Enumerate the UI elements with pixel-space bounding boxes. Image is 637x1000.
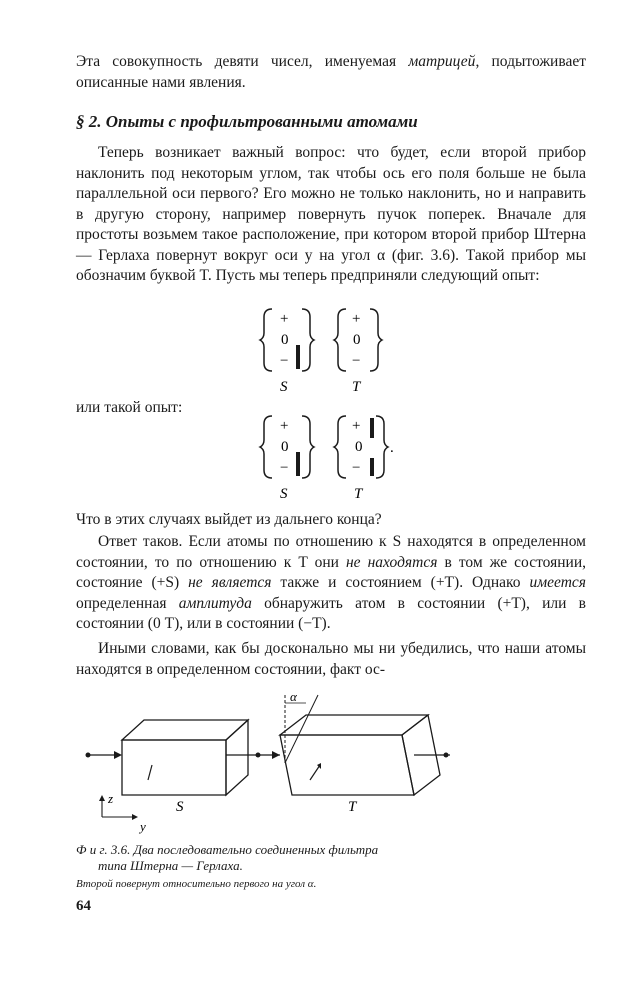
intro-text-a: Эта совокупность девяти чисел, именуемая (76, 53, 409, 70)
matrix2-s-zero: 0 (281, 439, 289, 455)
page-number: 64 (76, 898, 91, 914)
intro-paragraph (76, 52, 586, 93)
matrix1-s-plus: + (280, 311, 289, 327)
matrix1-t-zero: 0 (353, 332, 361, 348)
angle-alpha: α (290, 689, 297, 704)
or-text: или такой опыт: (76, 399, 183, 416)
matrix2-t-bar-bottom (370, 458, 374, 476)
matrix1-s-minus: − (280, 353, 289, 369)
intro-term: матрицей (408, 53, 476, 70)
matrix2-t-bar-top (370, 418, 374, 438)
matrix1-t-minus: − (352, 353, 361, 369)
figure-label-s: S (176, 799, 184, 815)
matrix1-s-zero: 0 (281, 332, 289, 348)
box-s (122, 720, 248, 795)
matrix2-s-bar (296, 452, 300, 476)
matrix1-label-s: S (280, 379, 288, 395)
section-heading: § 2. Опыты с профильтрованными атомами (76, 112, 418, 131)
caption-line-1: Ф и г. 3.6. Два последовательно соединенных фильтра (76, 842, 379, 857)
matrix1-s-bar (296, 345, 300, 369)
intro-text-b: , подытоживает описанные нами явления. (76, 53, 586, 91)
matrix2-t-plus: + (352, 418, 361, 434)
matrix2-s-plus: + (280, 418, 289, 434)
paragraph-2: Ответ таков. Если атомы по отношению к S находятся в определенном состоянии, то по отношению к T они не находятся в том же состоянии, состояние (+S) не является также и состоянием (+T). Однако имеется определенная амплитуда обнаружить атом в состоянии (+T), или в состоянии (0 T), или в состоянии (−T). (76, 533, 586, 632)
matrix1-t-plus: + (352, 311, 361, 327)
paragraph-3: Иными словами, как бы досконально мы ни убедились, что наши атомы находятся в определенном состоянии, факт ос- (76, 640, 586, 678)
matrix-diagram-2 (258, 412, 408, 502)
matrix-diagram-1 (258, 305, 398, 395)
matrix2-t-minus: − (352, 460, 361, 476)
matrix2-end: . (390, 440, 394, 456)
figure-3-6 (80, 685, 550, 835)
matrix1-label-t: T (352, 379, 361, 395)
question-text: Что в этих случаях выйдет из дальнего конца? (76, 511, 382, 528)
axis-y: y (140, 819, 146, 834)
axis-z: z (108, 791, 114, 806)
matrix2-label-t: T (354, 486, 363, 502)
caption-line-3: Второй повернут относительно первого на угол α. (76, 878, 317, 890)
matrix2-label-s: S (280, 486, 288, 502)
figure-label-t: T (348, 799, 357, 815)
caption-line-2: типа Штерна — Герлаха. (98, 858, 243, 873)
matrix2-s-minus: − (280, 460, 289, 476)
matrix2-t-zero: 0 (355, 439, 363, 455)
paragraph-1: Теперь возникает важный вопрос: что будет, если второй прибор наклонить под некоторым углом, так чтобы ось его поля больше не была параллельной оси первого? Его можно не только наклонить, но и направить в другую сторону, например повернуть пучок поперек. Вначале для простоты возьмем такое расположение, при котором второй прибор Штерна — Герлаха повернут вокруг оси y на угол α (фиг. 3.6). Такой прибор мы обозначим буквой T. Пусть мы теперь предприняли следующий опыт: (76, 144, 586, 284)
